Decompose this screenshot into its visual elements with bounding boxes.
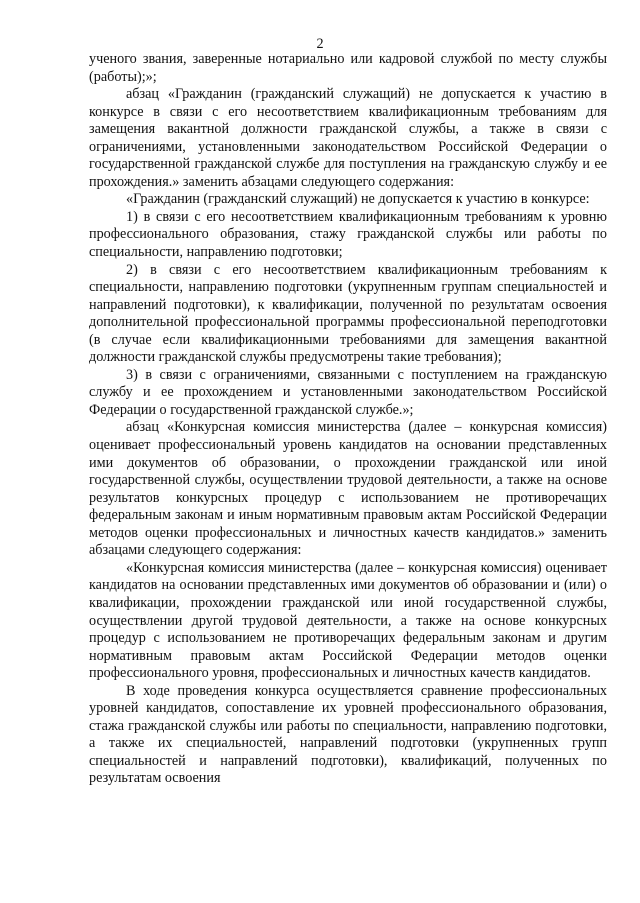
page-number: 2	[316, 36, 324, 52]
paragraph-item-1: 1) в связи с его несоответствием квалификационным требованиям к уровню профессионального образования, стажу гражданской службы или работы по специальности, направлению подготовки;	[89, 208, 607, 261]
document-body	[89, 51, 607, 788]
paragraph-new-participation-intro: «Гражданин (гражданский служащий) не допускается к участию в конкурсе:	[126, 191, 590, 208]
paragraph-item-3: 3) в связи с ограничениями, связанными с поступлением на гражданскую службу и ее прохождением и установленными законодательством Российской Федерации о государственной гражданской службе.»;	[89, 366, 607, 418]
paragraph-item-2: 2) в связи с его несоответствием квалификационным требованиям к специальности, направлению подготовки (укрупненным группам специальностей и направлений подготовки), к квалификации, полученной по результатам освоения дополнительной профессиональной программы профессиональной переподготовки (в случае если квалификационными требованиями для замещения вакантной должности гражданской службы предусмотрены такие требования);	[89, 261, 607, 366]
paragraph-competition-comparison: В ходе проведения конкурса осуществляется сравнение профессиональных уровней кандидатов, сопоставление их уровней профессионального образования, стажа гражданской службы или работы по специальности, направлению подготовки, а также их специальностей, направлений подготовки (укрупненных групп специальностей и направлений подготовки), квалификаций, полученных по результатам освоения	[89, 682, 607, 787]
paragraph-new-commission: «Конкурсная комиссия министерства (далее – конкурсная комиссия) оценивает кандидатов на основании представленных ими документов об образовании и (или) о квалификации, прохождении гражданской или иной государственной службы, осуществлении другой трудовой деятельности, а также на основе конкурсных процедур с использованием не противоречащих федеральным законам и другим нормативным правовым актам Российской Федерации методов оценки профессионального уровня, профессиональных и личностных качеств кандидатов.	[89, 559, 607, 682]
paragraph-amendment-commission: абзац «Конкурсная комиссия министерства (далее – конкурсная комиссия) оценивает профессиональный уровень кандидатов на основании представленных ими документов об образовании, о прохождении гражданской или иной государственной службы, осуществлении трудовой деятельности, а также на основе результатов конкурсных процедур с использованием не противоречащих федеральным законам и иным нормативным правовым актам Российской Федерации методов оценки профессиональных и личностных качеств кандидатов.» заменить абзацами следующего содержания:	[89, 419, 607, 559]
paragraph-continuation: ученого звания, заверенные нотариально или кадровой службой по месту службы (работы);»;	[89, 51, 607, 85]
paragraph-amendment-participation: абзац «Гражданин (гражданский служащий) не допускается к участию в конкурсе в связи с его несоответствием квалификационным требованиям для замещения вакантной должности гражданской службы, а также в связи с ограничениями, установленными законодательством Российской Федерации о государственной гражданской службе для поступления на гражданскую службу и ее прохождения.» заменить абзацами следующего содержания:	[89, 86, 607, 190]
